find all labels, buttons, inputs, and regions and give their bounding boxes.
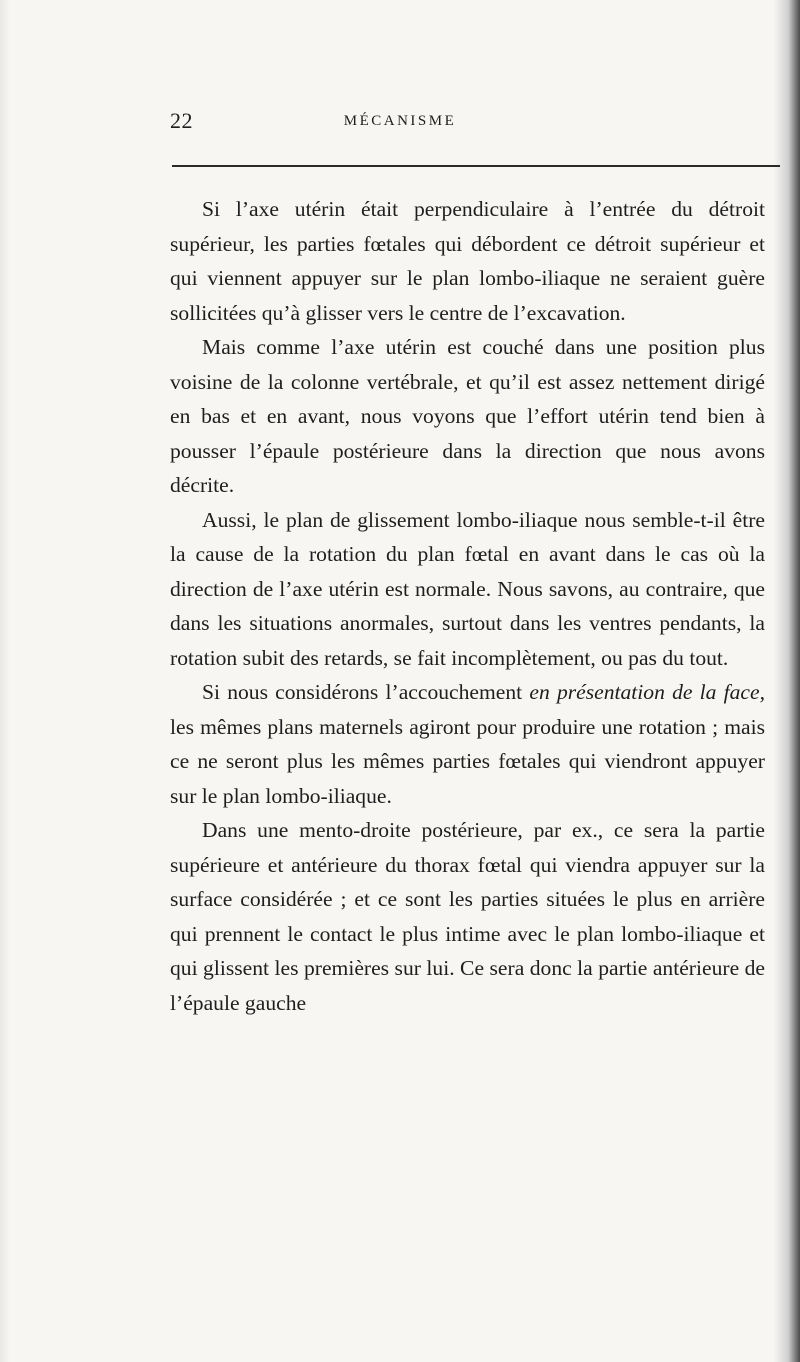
page-number: 22 <box>170 108 193 133</box>
body-text <box>170 192 765 1020</box>
paragraph-3: Aussi, le plan de glissement lombo-iliaque nous semble-t-il être la cause de la rotation du plan fœtal en avant dans le cas où la direction de l’axe utérin est normale. Nous savons, au contraire, que dans les situations anormales, surtout dans les ventres pendants, la rotation subit des retards, se fait incomplètement, ou pas du tout. <box>170 507 765 670</box>
paragraph-4 <box>170 675 765 813</box>
running-head: MÉCANISME <box>343 113 457 129</box>
paragraph-4-start: Si nous considérons l’accouchement <box>202 680 530 704</box>
page-gutter-shadow <box>774 0 800 1362</box>
paragraph-1: Si l’axe utérin était perpendiculaire à l’entrée du détroit supérieur, les parties fœtales qui débordent ce détroit supérieur et qui viennent appuyer sur le plan lombo-iliaque ne seraient guère sollicitées qu’à glisser vers le centre de l’excavation. <box>170 197 765 325</box>
paragraph-5: Dans une mento-droite postérieure, par ex., ce sera la partie supérieure et antérieure du thorax fœtal qui viendra appuyer sur la surface considérée ; et ce sont les parties situées le plus en arrière qui prennent le contact le plus intime avec le plan lombo-iliaque et qui glissent les premières sur lui. Ce sera donc la partie antérieure de l’épaule gauche <box>170 818 765 1015</box>
paragraph-4-end: les mêmes plans maternels agiront pour produire une rotation ; mais ce ne seront plus les mêmes parties fœtales qui viendront appuyer sur le plan lombo-iliaque. <box>170 714 765 808</box>
paragraph-4-italic: en présentation de la face, <box>529 680 765 704</box>
page-left-margin <box>0 0 10 1362</box>
header-rule <box>172 165 780 167</box>
paragraph-2: Mais comme l’axe utérin est couché dans une position plus voisine de la colonne vertébrale, et qu’il est assez nettement dirigé en bas et en avant, nous voyons que l’effort utérin tend bien à pousser l’épaule postérieure dans la direction que nous avons décrite. <box>170 335 765 497</box>
